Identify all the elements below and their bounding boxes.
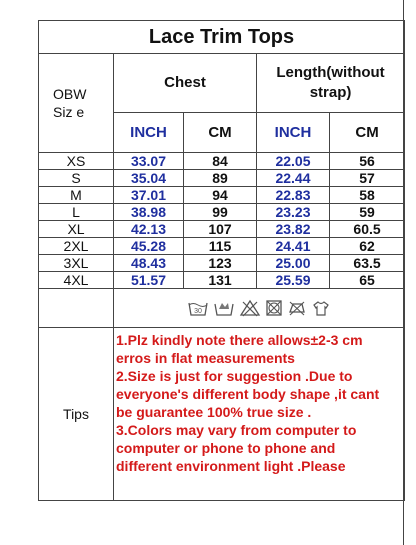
chest-cm-cell: 89 (184, 170, 257, 187)
care-icons-cell (114, 289, 405, 328)
size-cell: L (39, 204, 114, 221)
size-cell: M (39, 187, 114, 204)
size-cell: 2XL (39, 238, 114, 255)
chest-inch-cell: 51.57 (114, 272, 184, 289)
length-header: Length(without strap) (257, 54, 405, 113)
chest-inch-cell: 37.01 (114, 187, 184, 204)
chart-title: Lace Trim Tops (39, 21, 405, 54)
tips-line: different environment light .Please (116, 458, 346, 474)
length-inch-cell: 23.23 (257, 204, 330, 221)
size-label-line1: OBW (53, 86, 87, 102)
table-row (39, 255, 405, 272)
table-row (39, 272, 405, 289)
length-cm-cell: 62 (330, 238, 405, 255)
care-label-cell (39, 289, 114, 328)
length-inch-cell: 22.44 (257, 170, 330, 187)
size-cell: XL (39, 221, 114, 238)
chest-inch-cell: 45.28 (114, 238, 184, 255)
table-row (39, 187, 405, 204)
length-cm-cell: 60.5 (330, 221, 405, 238)
size-cell: S (39, 170, 114, 187)
chest-inch-cell: 33.07 (114, 153, 184, 170)
table-row (39, 238, 405, 255)
length-cm-cell: 65 (330, 272, 405, 289)
tips-line: everyone's different body shape ,it cant (116, 386, 380, 402)
tips-line: erros in flat measurements (116, 350, 295, 366)
wash-30-icon (187, 299, 209, 317)
length-cm-header: CM (330, 113, 405, 153)
table-row (39, 170, 405, 187)
length-inch-cell: 25.59 (257, 272, 330, 289)
length-inch-cell: 22.05 (257, 153, 330, 170)
length-inch-header: INCH (257, 113, 330, 153)
length-cm-cell: 63.5 (330, 255, 405, 272)
tips-label: Tips (39, 328, 114, 501)
size-label-cell (39, 54, 114, 153)
table-row (39, 204, 405, 221)
tips-line: computer or phone to phone and (116, 440, 336, 456)
no-tumble-dry-icon (265, 299, 283, 317)
chest-cm-cell: 115 (184, 238, 257, 255)
chest-inch-cell: 42.13 (114, 221, 184, 238)
length-cm-cell: 59 (330, 204, 405, 221)
hang-dry-icon (311, 299, 331, 317)
chest-cm-cell: 107 (184, 221, 257, 238)
chest-cm-header: CM (184, 113, 257, 153)
size-label-line2: Siz e (53, 104, 85, 120)
size-chart-table (38, 20, 405, 501)
length-cm-cell: 58 (330, 187, 405, 204)
chest-cm-cell: 123 (184, 255, 257, 272)
chest-inch-header: INCH (114, 113, 184, 153)
size-rows (39, 153, 405, 289)
chest-cm-cell: 131 (184, 272, 257, 289)
length-cm-cell: 56 (330, 153, 405, 170)
chest-header: Chest (114, 54, 257, 113)
tips-line: 1.Plz kindly note there allows±2-3 cm (116, 332, 363, 348)
wash-temp-label: 30 (194, 308, 202, 315)
chest-cm-cell: 84 (184, 153, 257, 170)
length-inch-cell: 25.00 (257, 255, 330, 272)
hand-wash-icon (213, 299, 235, 317)
tips-line: 2.Size is just for suggestion .Due to (116, 368, 353, 384)
size-cell: 3XL (39, 255, 114, 272)
no-bleach-icon (239, 299, 261, 317)
length-cm-cell: 57 (330, 170, 405, 187)
chest-inch-cell: 35.04 (114, 170, 184, 187)
table-row (39, 153, 405, 170)
table-row (39, 221, 405, 238)
chest-inch-cell: 48.43 (114, 255, 184, 272)
size-cell: XS (39, 153, 114, 170)
chest-cm-cell: 94 (184, 187, 257, 204)
chest-cm-cell: 99 (184, 204, 257, 221)
length-inch-cell: 23.82 (257, 221, 330, 238)
size-cell: 4XL (39, 272, 114, 289)
length-inch-cell: 22.83 (257, 187, 330, 204)
tips-line: 3.Colors may vary from computer to (116, 422, 357, 438)
tips-line: be guarantee 100% true size . (116, 404, 312, 420)
chest-inch-cell: 38.98 (114, 204, 184, 221)
no-iron-icon (287, 299, 307, 317)
tips-text (114, 328, 405, 501)
length-inch-cell: 24.41 (257, 238, 330, 255)
